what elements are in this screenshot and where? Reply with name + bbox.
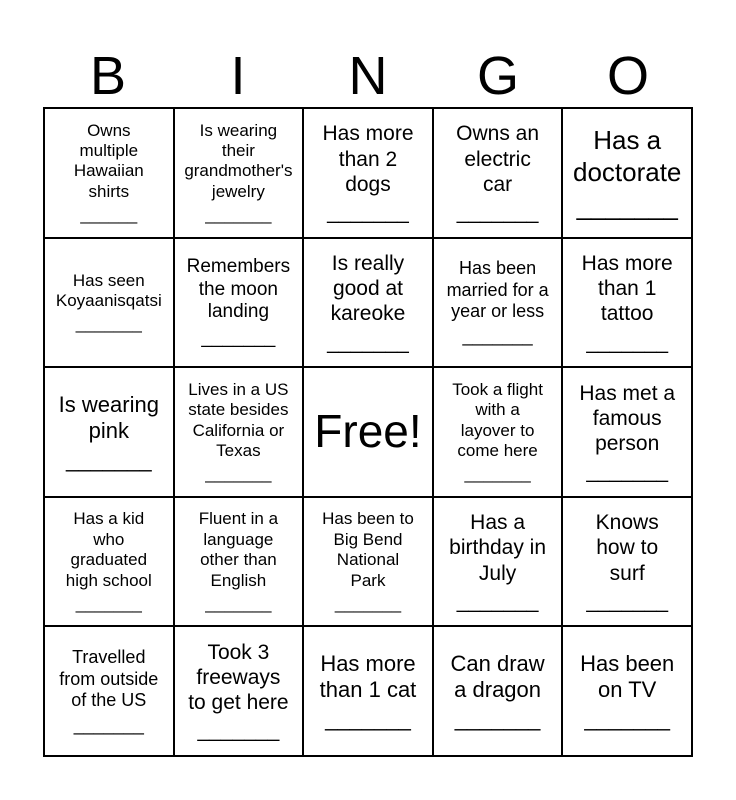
bingo-cell[interactable] — [303, 626, 433, 756]
cell-blank: _______ — [454, 706, 541, 732]
cell-text: Knows how to surf — [595, 511, 659, 585]
cell-text: Took 3 freeways to get here — [188, 640, 289, 715]
cell-blank: _______ — [327, 330, 409, 354]
cell-text: Has a doctorate — [572, 125, 682, 187]
cell-blank: _______ — [576, 190, 678, 221]
cell-text: Remembers the moon landing — [186, 255, 291, 323]
header-letter-n: N — [348, 46, 388, 106]
cell-text: Has been on TV — [580, 650, 675, 703]
bingo-cell[interactable] — [433, 497, 563, 627]
cell-text: Has more than 1 cat — [319, 650, 417, 703]
cell-text: Travelled from outside of the US — [59, 646, 159, 711]
cell-text: Owns multiple Hawaiian shirts — [73, 120, 144, 201]
cell-blank: _______ — [464, 464, 531, 484]
cell-blank: _______ — [205, 205, 272, 225]
bingo-cell[interactable] — [174, 238, 304, 368]
bingo-cell[interactable] — [174, 108, 304, 238]
cell-text: Owns an electric car — [456, 122, 540, 196]
bingo-cell[interactable] — [562, 238, 692, 368]
cell-blank: _______ — [73, 714, 144, 735]
cell-blank: _______ — [75, 314, 142, 334]
cell-text: Fluent in a language other than English — [198, 509, 279, 590]
cell-blank: _______ — [584, 706, 671, 732]
cell-text: Has more than 2 dogs — [322, 122, 414, 196]
cell-text: Lives in a US state besides California or Texas — [188, 379, 289, 461]
cell-blank: _______ — [456, 201, 539, 225]
cell-blank: _______ — [586, 589, 669, 613]
cell-blank: _______ — [65, 447, 152, 473]
cell-text: Has a birthday in July — [449, 511, 547, 585]
bingo-board — [43, 107, 693, 757]
free-space-cell[interactable] — [303, 367, 433, 497]
header-letter-g: G — [476, 46, 519, 106]
cell-text: Is really good at kareoke — [330, 252, 406, 326]
bingo-cell[interactable] — [562, 497, 692, 627]
cell-text: Has been to Big Bend National Park — [322, 509, 414, 590]
cell-text: Is wearing pink — [58, 391, 159, 443]
cell-text: Has seen Koyaanisqatsi — [55, 270, 162, 311]
cell-blank: _______ — [325, 706, 411, 732]
cell-text: Can draw a dragon — [450, 650, 545, 703]
free-space-text: Free! — [314, 405, 422, 458]
header-letter-o: O — [606, 46, 649, 106]
cell-text: Has been married for a year or less — [446, 258, 549, 322]
bingo-cell[interactable] — [562, 367, 692, 497]
cell-blank: _______ — [334, 594, 402, 614]
cell-blank: _______ — [205, 464, 272, 484]
bingo-cell[interactable] — [44, 108, 174, 238]
cell-blank: _______ — [197, 719, 280, 743]
cell-blank: _______ — [205, 594, 272, 614]
bingo-cell[interactable] — [44, 367, 174, 497]
cell-text: Has met a famous person — [579, 381, 676, 456]
bingo-cell[interactable] — [433, 238, 563, 368]
bingo-cell[interactable] — [433, 626, 563, 756]
cell-text: Has more than 1 tattoo — [581, 252, 673, 326]
cell-blank: _______ — [327, 201, 409, 225]
cell-blank: ______ — [80, 205, 138, 225]
cell-text: Has a kid who graduated high school — [65, 509, 152, 590]
bingo-cell[interactable] — [44, 626, 174, 756]
cell-text: Took a flight with a layover to come here — [452, 379, 543, 461]
bingo-cell[interactable] — [303, 497, 433, 627]
header-letter-i: I — [230, 46, 246, 106]
cell-blank: _______ — [586, 330, 669, 354]
bingo-cell[interactable] — [562, 626, 692, 756]
header-letter-b: B — [89, 46, 127, 106]
bingo-cell[interactable] — [433, 367, 563, 497]
cell-blank: _______ — [201, 327, 276, 349]
bingo-header — [43, 44, 693, 108]
bingo-cell[interactable] — [174, 367, 304, 497]
bingo-cell[interactable] — [44, 497, 174, 627]
bingo-cell[interactable] — [44, 238, 174, 368]
bingo-cell[interactable] — [303, 108, 433, 238]
bingo-cell[interactable] — [433, 108, 563, 238]
bingo-cell[interactable] — [174, 497, 304, 627]
bingo-cell[interactable] — [562, 108, 692, 238]
bingo-cell[interactable] — [303, 238, 433, 368]
bingo-cell[interactable] — [174, 626, 304, 756]
cell-blank: _______ — [586, 460, 669, 484]
cell-blank: _______ — [75, 594, 142, 614]
cell-blank: _______ — [462, 325, 533, 346]
cell-blank: _______ — [456, 589, 539, 613]
cell-text: Is wearing their grandmother's jewelry — [184, 120, 293, 201]
